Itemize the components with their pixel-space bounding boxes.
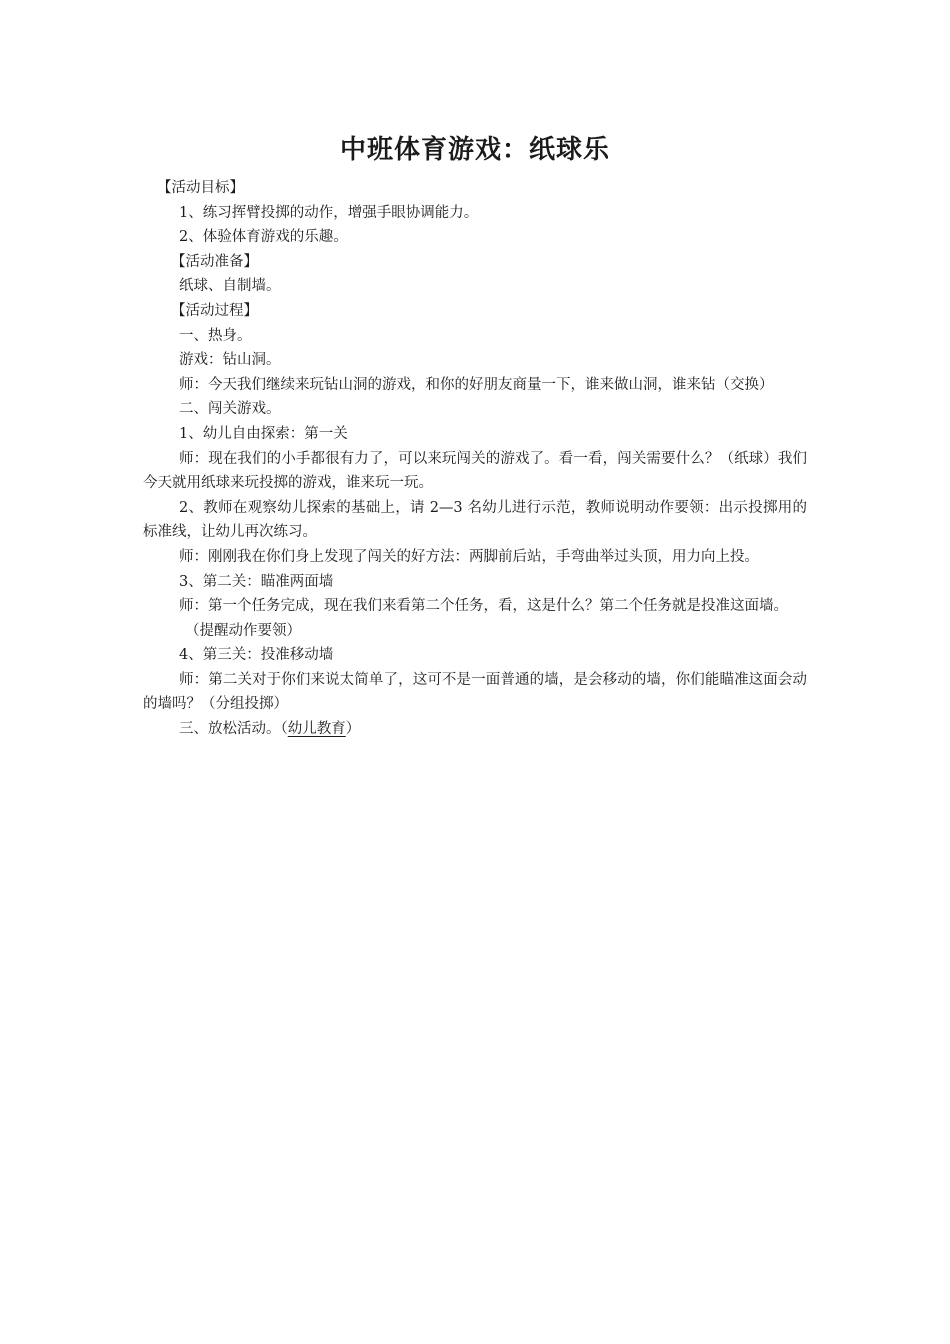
step-relax — [143, 717, 807, 742]
step-warmup: 一、热身。 — [179, 327, 252, 344]
teacher-line-1: 师：今天我们继续来玩钻山洞的游戏，和你的好朋友商量一下，谁来做山洞，谁来钻（交换） — [179, 376, 774, 393]
step-relax-text: 三、放松活动。（ — [179, 721, 288, 738]
goal-heading: 【活动目标】 — [157, 180, 244, 196]
teacher-line-4: 师：第一个任务完成，现在我们来看第二个任务，看，这是什么？第二个任务就是投准这面墙。 — [179, 598, 788, 615]
teacher-line-3: 师：刚刚我在你们身上发现了闯关的好方法：两脚前后站，手弯曲举过头顶，用力向上投。 — [179, 548, 759, 565]
step-challenge: 二、闯关游戏。 — [179, 401, 281, 418]
teacher-line-2: 师：现在我们的小手都很有力了，可以来玩闯关的游戏了。看一看，闯关需要什么？（纸球）我们今天就用纸球来玩投掷的游戏，谁来玩一玩。 — [143, 450, 807, 492]
document-page — [143, 128, 807, 742]
game-tunnel: 游戏：钻山洞。 — [179, 352, 281, 369]
document-title: 中班体育游戏：纸球乐 — [339, 135, 610, 165]
reminder-note: （提醒动作要领） — [185, 622, 301, 639]
goal-item-2: 2、体验体育游戏的乐趣。 — [179, 229, 348, 246]
prep-heading: 【活动准备】 — [171, 253, 258, 270]
goal-item-1: 1、练习挥臂投掷的动作，增强手眼协调能力。 — [179, 204, 479, 221]
level-2: 3、第二关：瞄准两面墙 — [179, 573, 334, 590]
step-relax-close: ） — [345, 721, 361, 738]
prep-text: 纸球、自制墙。 — [179, 278, 281, 295]
early-education-link[interactable]: 幼儿教育 — [287, 721, 346, 738]
teacher-line-5: 师：第二关对于你们来说太简单了，这可不是一面普通的墙，是会移动的墙，你们能瞄准这面会动的墙吗？（分组投掷） — [143, 671, 807, 713]
level-1: 1、幼儿自由探索：第一关 — [179, 425, 348, 442]
demo-instruction: 2、教师在观察幼儿探索的基础上，请 2—3 名幼儿进行示范，教师说明动作要领：出示投掷用的标准线，让幼儿再次练习。 — [143, 499, 807, 541]
level-3: 4、第三关：投准移动墙 — [179, 647, 334, 664]
process-heading: 【活动过程】 — [171, 302, 258, 319]
